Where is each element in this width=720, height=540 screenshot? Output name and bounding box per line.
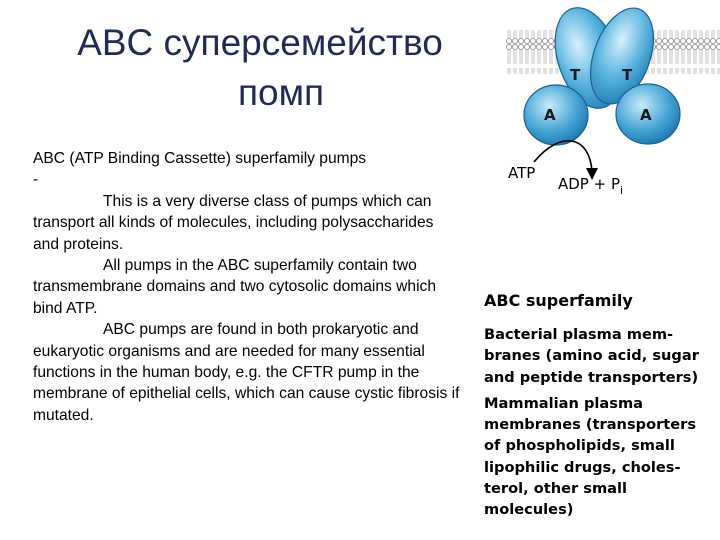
mammalian-line-6: molecules) bbox=[484, 501, 574, 519]
bacterial-line-1: Bacterial plasma mem- bbox=[484, 326, 674, 343]
mammalian-line-1: Mammalian plasma bbox=[484, 394, 643, 412]
adp-label bbox=[558, 175, 623, 197]
adp-text: ADP + P bbox=[558, 175, 621, 193]
intro-text: ABC (ATP Binding Cassette) superfamily pumps bbox=[33, 150, 367, 167]
paragraph-organisms: ABC pumps are found in both prokaryotic and eukaryotic organisms and are needed for many essential functions in the human body, e.g. the CFTR pump in the membrane of epithelial cells, which can cause cystic fibrosis if mutated. bbox=[33, 321, 460, 424]
dash-text: - bbox=[33, 171, 39, 189]
abc-pump-diagram bbox=[500, 0, 720, 230]
title-line-1: ABC суперсемейство bbox=[77, 22, 443, 63]
mammalian-line-5: terol, other small bbox=[484, 480, 628, 498]
mammalian-line-2: membranes (transporters bbox=[484, 416, 697, 434]
bacterial-line-2: branes (amino acid, sugar bbox=[484, 347, 699, 365]
slide-title bbox=[30, 18, 490, 118]
atp-binding-domain-left bbox=[524, 85, 588, 145]
abc-pump-illustration bbox=[500, 0, 720, 230]
abc-superfamily-list bbox=[484, 290, 720, 521]
body-text bbox=[33, 148, 463, 426]
paragraph-domains: All pumps in the ABC superfamily contain two transmembrane domains and two cytosolic domains which bind ATP. bbox=[33, 257, 437, 317]
domain-label-a-right: A bbox=[640, 106, 652, 124]
mammalian-line-4: lipophilic drugs, choles- bbox=[484, 458, 681, 476]
paragraph-diverse-class: This is a very diverse class of pumps which can transport all kinds of molecules, including polysaccharides and proteins. bbox=[33, 192, 434, 253]
pi-subscript: i bbox=[620, 184, 624, 197]
title-line-2: помп bbox=[237, 72, 325, 113]
domain-label-t-right: T bbox=[622, 66, 633, 84]
hydrolysis-arrow bbox=[534, 141, 592, 172]
bacterial-line-3: and peptide transporters) bbox=[484, 368, 699, 386]
domain-label-t-left: T bbox=[570, 66, 581, 84]
abc-superfamily-heading: ABC superfamily bbox=[484, 291, 633, 310]
mammalian-line-3: of phospholipids, small bbox=[484, 437, 675, 455]
domain-label-a-left: A bbox=[544, 106, 556, 124]
atp-label: ATP bbox=[508, 164, 536, 182]
